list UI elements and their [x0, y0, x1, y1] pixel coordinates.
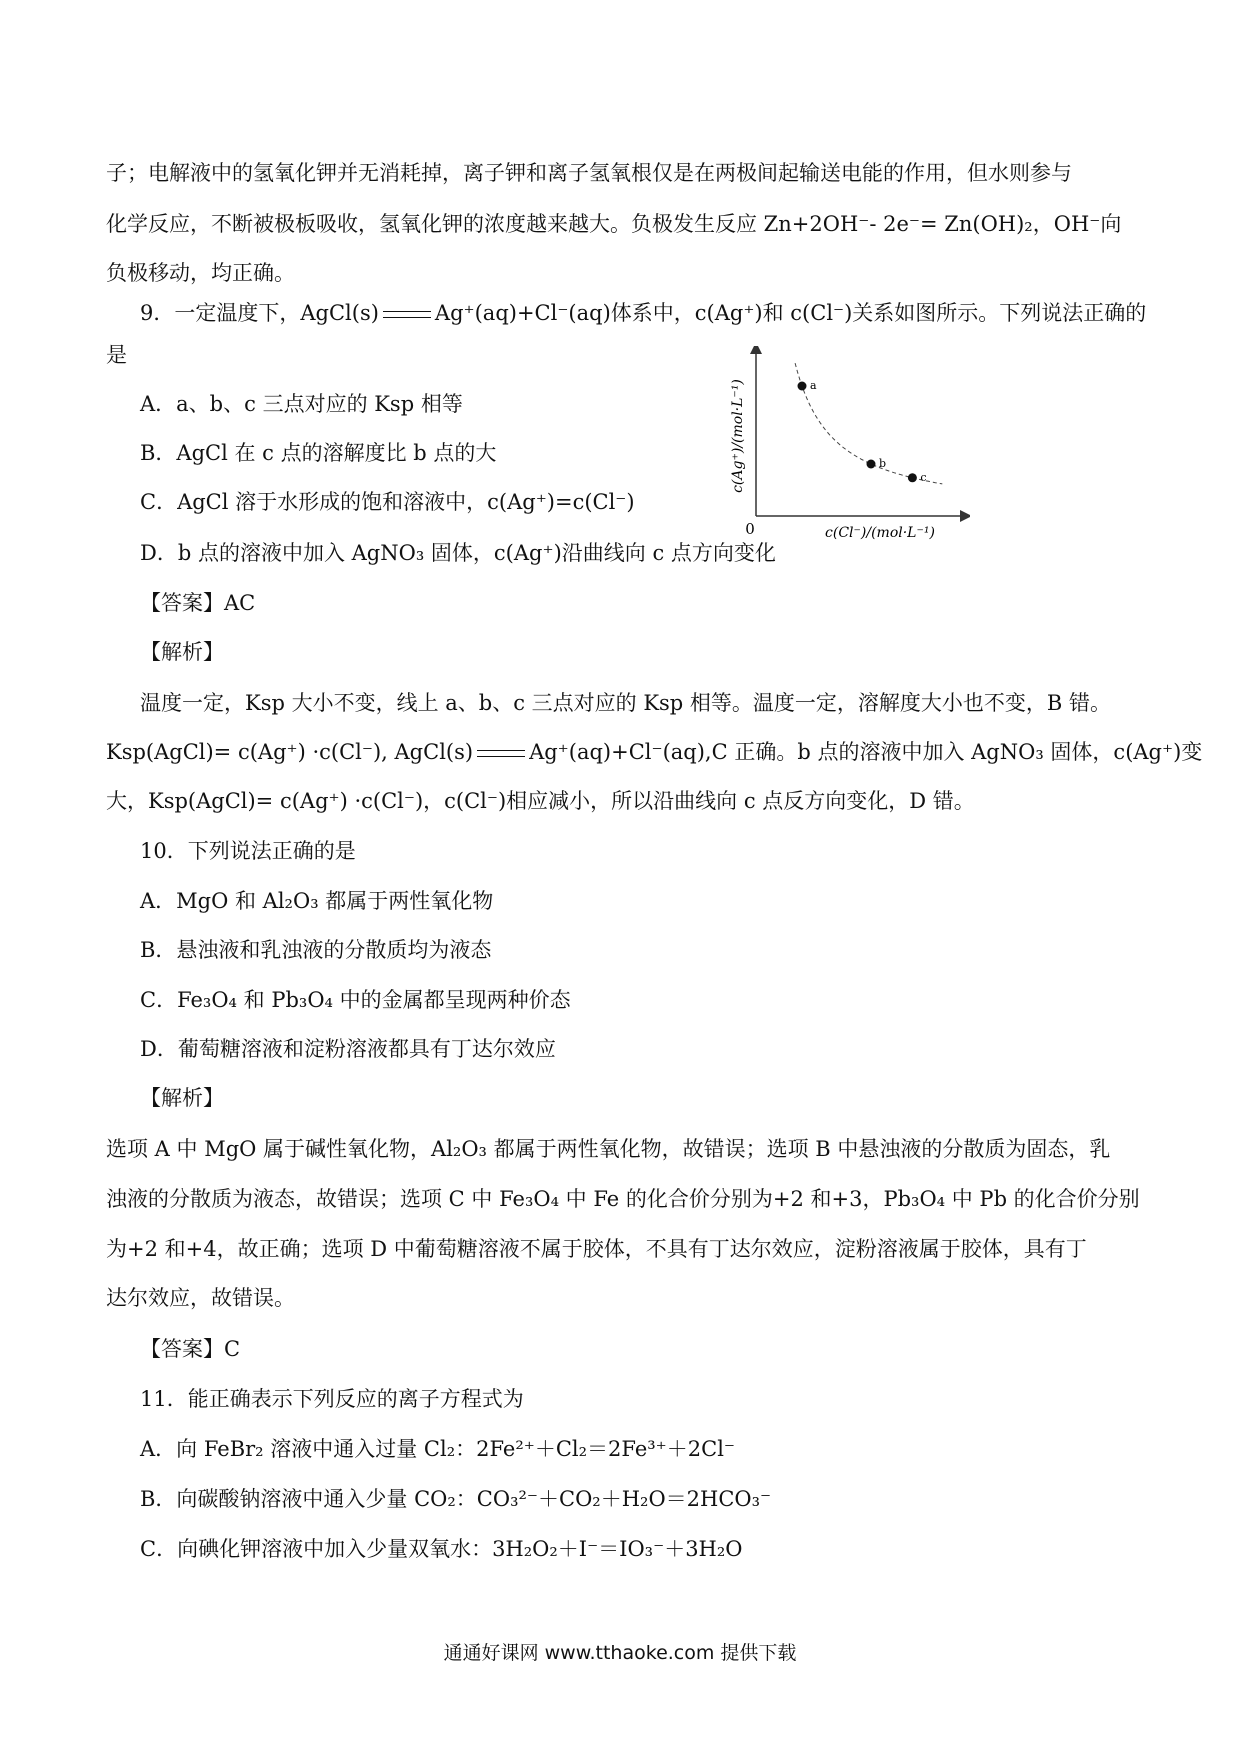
equilibrium-arrow-icon — [477, 747, 525, 761]
x-axis-label: c(Cl⁻)/(mol·L⁻¹) — [825, 525, 935, 541]
q9-stem-line-1 — [140, 298, 1146, 328]
q11-option-a: A．向 FeBr₂ 溶液中通入过量 Cl₂：2Fe²⁺＋Cl₂＝2Fe³⁺＋2Cl⁻ — [140, 1437, 735, 1461]
point-label-c: c — [920, 470, 927, 484]
q10-option-a: A．MgO 和 Al₂O₃ 都属于两性氧化物 — [140, 889, 494, 913]
q9-analysis-line-3: 大，Ksp(AgCl)= c(Ag⁺) ·c(Cl⁻)，c(Cl⁻)相应减小，所以沿曲线向 c 点反方向变化，D 错。 — [106, 789, 975, 813]
q10-analysis-line-3: 为+2 和+4，故正确；选项 D 中葡萄糖溶液不属于胶体，不具有丁达尔效应，淀粉溶液属于胶体，具有丁 — [106, 1237, 1087, 1261]
q9-option-a: A．a、b、c 三点对应的 Ksp 相等 — [140, 392, 463, 416]
q9-option-c: C．AgCl 溶于水形成的饱和溶液中，c(Ag⁺)=c(Cl⁻) — [140, 490, 635, 514]
q9-option-b: B．AgCl 在 c 点的溶解度比 b 点的大 — [140, 441, 497, 465]
y-axis-label: c(Ag⁺)/(mol·L⁻¹) — [730, 379, 746, 493]
q10-analysis-line-1: 选项 A 中 MgO 属于碱性氧化物，Al₂O₃ 都属于两性氧化物，故错误；选项 B 中悬浊液的分散质为固态，乳 — [106, 1137, 1111, 1161]
q11-option-c: C．向碘化钾溶液中加入少量双氧水：3H₂O₂＋I⁻＝IO₃⁻＋3H₂O — [140, 1537, 743, 1561]
point-label-a: a — [810, 379, 817, 392]
equilibrium-arrow-icon — [383, 308, 431, 322]
q10-analysis-label: 【解析】 — [140, 1086, 224, 1110]
point-label-b: b — [879, 457, 887, 470]
q9-stem-line-2: 是 — [106, 343, 127, 367]
q8-text-line-3: 负极移动，均正确。 — [106, 261, 295, 285]
q9-stem-part-a: 9．一定温度下，AgCl(s) — [140, 301, 379, 325]
q11-stem: 11．能正确表示下列反应的离子方程式为 — [140, 1387, 524, 1411]
q10-stem: 10．下列说法正确的是 — [140, 839, 356, 863]
q10-option-d: D．葡萄糖溶液和淀粉溶液都具有丁达尔效应 — [140, 1037, 556, 1061]
page-footer: 通通好课网 www.tthaoke.com 提供下载 — [443, 1642, 797, 1664]
q9-analysis-line-1: 温度一定，Ksp 大小不变，线上 a、b、c 三点对应的 Ksp 相等。温度一定，溶解度大小也不变，B 错。 — [140, 691, 1112, 715]
point-c — [908, 473, 917, 482]
q11-option-b: B．向碳酸钠溶液中通入少量 CO₂：CO₃²⁻＋CO₂＋H₂O＝2HCO₃⁻ — [140, 1487, 772, 1511]
q9-answer: 【答案】AC — [140, 591, 256, 615]
q8-text-line-1: 子；电解液中的氢氧化钾并无消耗掉，离子钾和离子氢氧根仅是在两极间起输送电能的作用，但水则参与 — [106, 161, 1072, 185]
q10-answer: 【答案】C — [140, 1337, 241, 1361]
q10-option-b: B．悬浊液和乳浊液的分散质均为液态 — [140, 938, 492, 962]
q9-analysis-line-2 — [106, 737, 1202, 767]
q9-analysis-part-a: Ksp(AgCl)= c(Ag⁺) ·c(Cl⁻), AgCl(s) — [106, 740, 474, 764]
origin-label: 0 — [745, 520, 755, 538]
q9-option-d: D．b 点的溶液中加入 AgNO₃ 固体，c(Ag⁺)沿曲线向 c 点方向变化 — [140, 541, 776, 565]
q10-option-c: C．Fe₃O₄ 和 Pb₃O₄ 中的金属都呈现两种价态 — [140, 988, 571, 1012]
q9-analysis-part-b: Ag⁺(aq)+Cl⁻(aq),C 正确。b 点的溶液中加入 AgNO₃ 固体，c(Ag⁺)变 — [529, 740, 1203, 764]
ksp-curve-chart — [720, 346, 970, 544]
q9-analysis-label: 【解析】 — [140, 640, 224, 664]
q8-text-line-2: 化学反应，不断被极板吸收，氢氧化钾的浓度越来越大。负极发生反应 Zn+2OH⁻- 2e⁻= Zn(OH)₂，OH⁻向 — [106, 212, 1122, 236]
q10-analysis-line-2: 浊液的分散质为液态，故错误；选项 C 中 Fe₃O₄ 中 Fe 的化合价分别为+2 和+3，Pb₃O₄ 中 Pb 的化合价分别 — [106, 1187, 1140, 1211]
point-b — [867, 460, 876, 469]
q9-stem-part-b: Ag⁺(aq)+Cl⁻(aq)体系中，c(Ag⁺)和 c(Cl⁻)关系如图所示。下列说法正确的 — [434, 301, 1147, 325]
q10-analysis-line-4: 达尔效应，故错误。 — [106, 1286, 295, 1310]
point-a — [798, 382, 807, 391]
